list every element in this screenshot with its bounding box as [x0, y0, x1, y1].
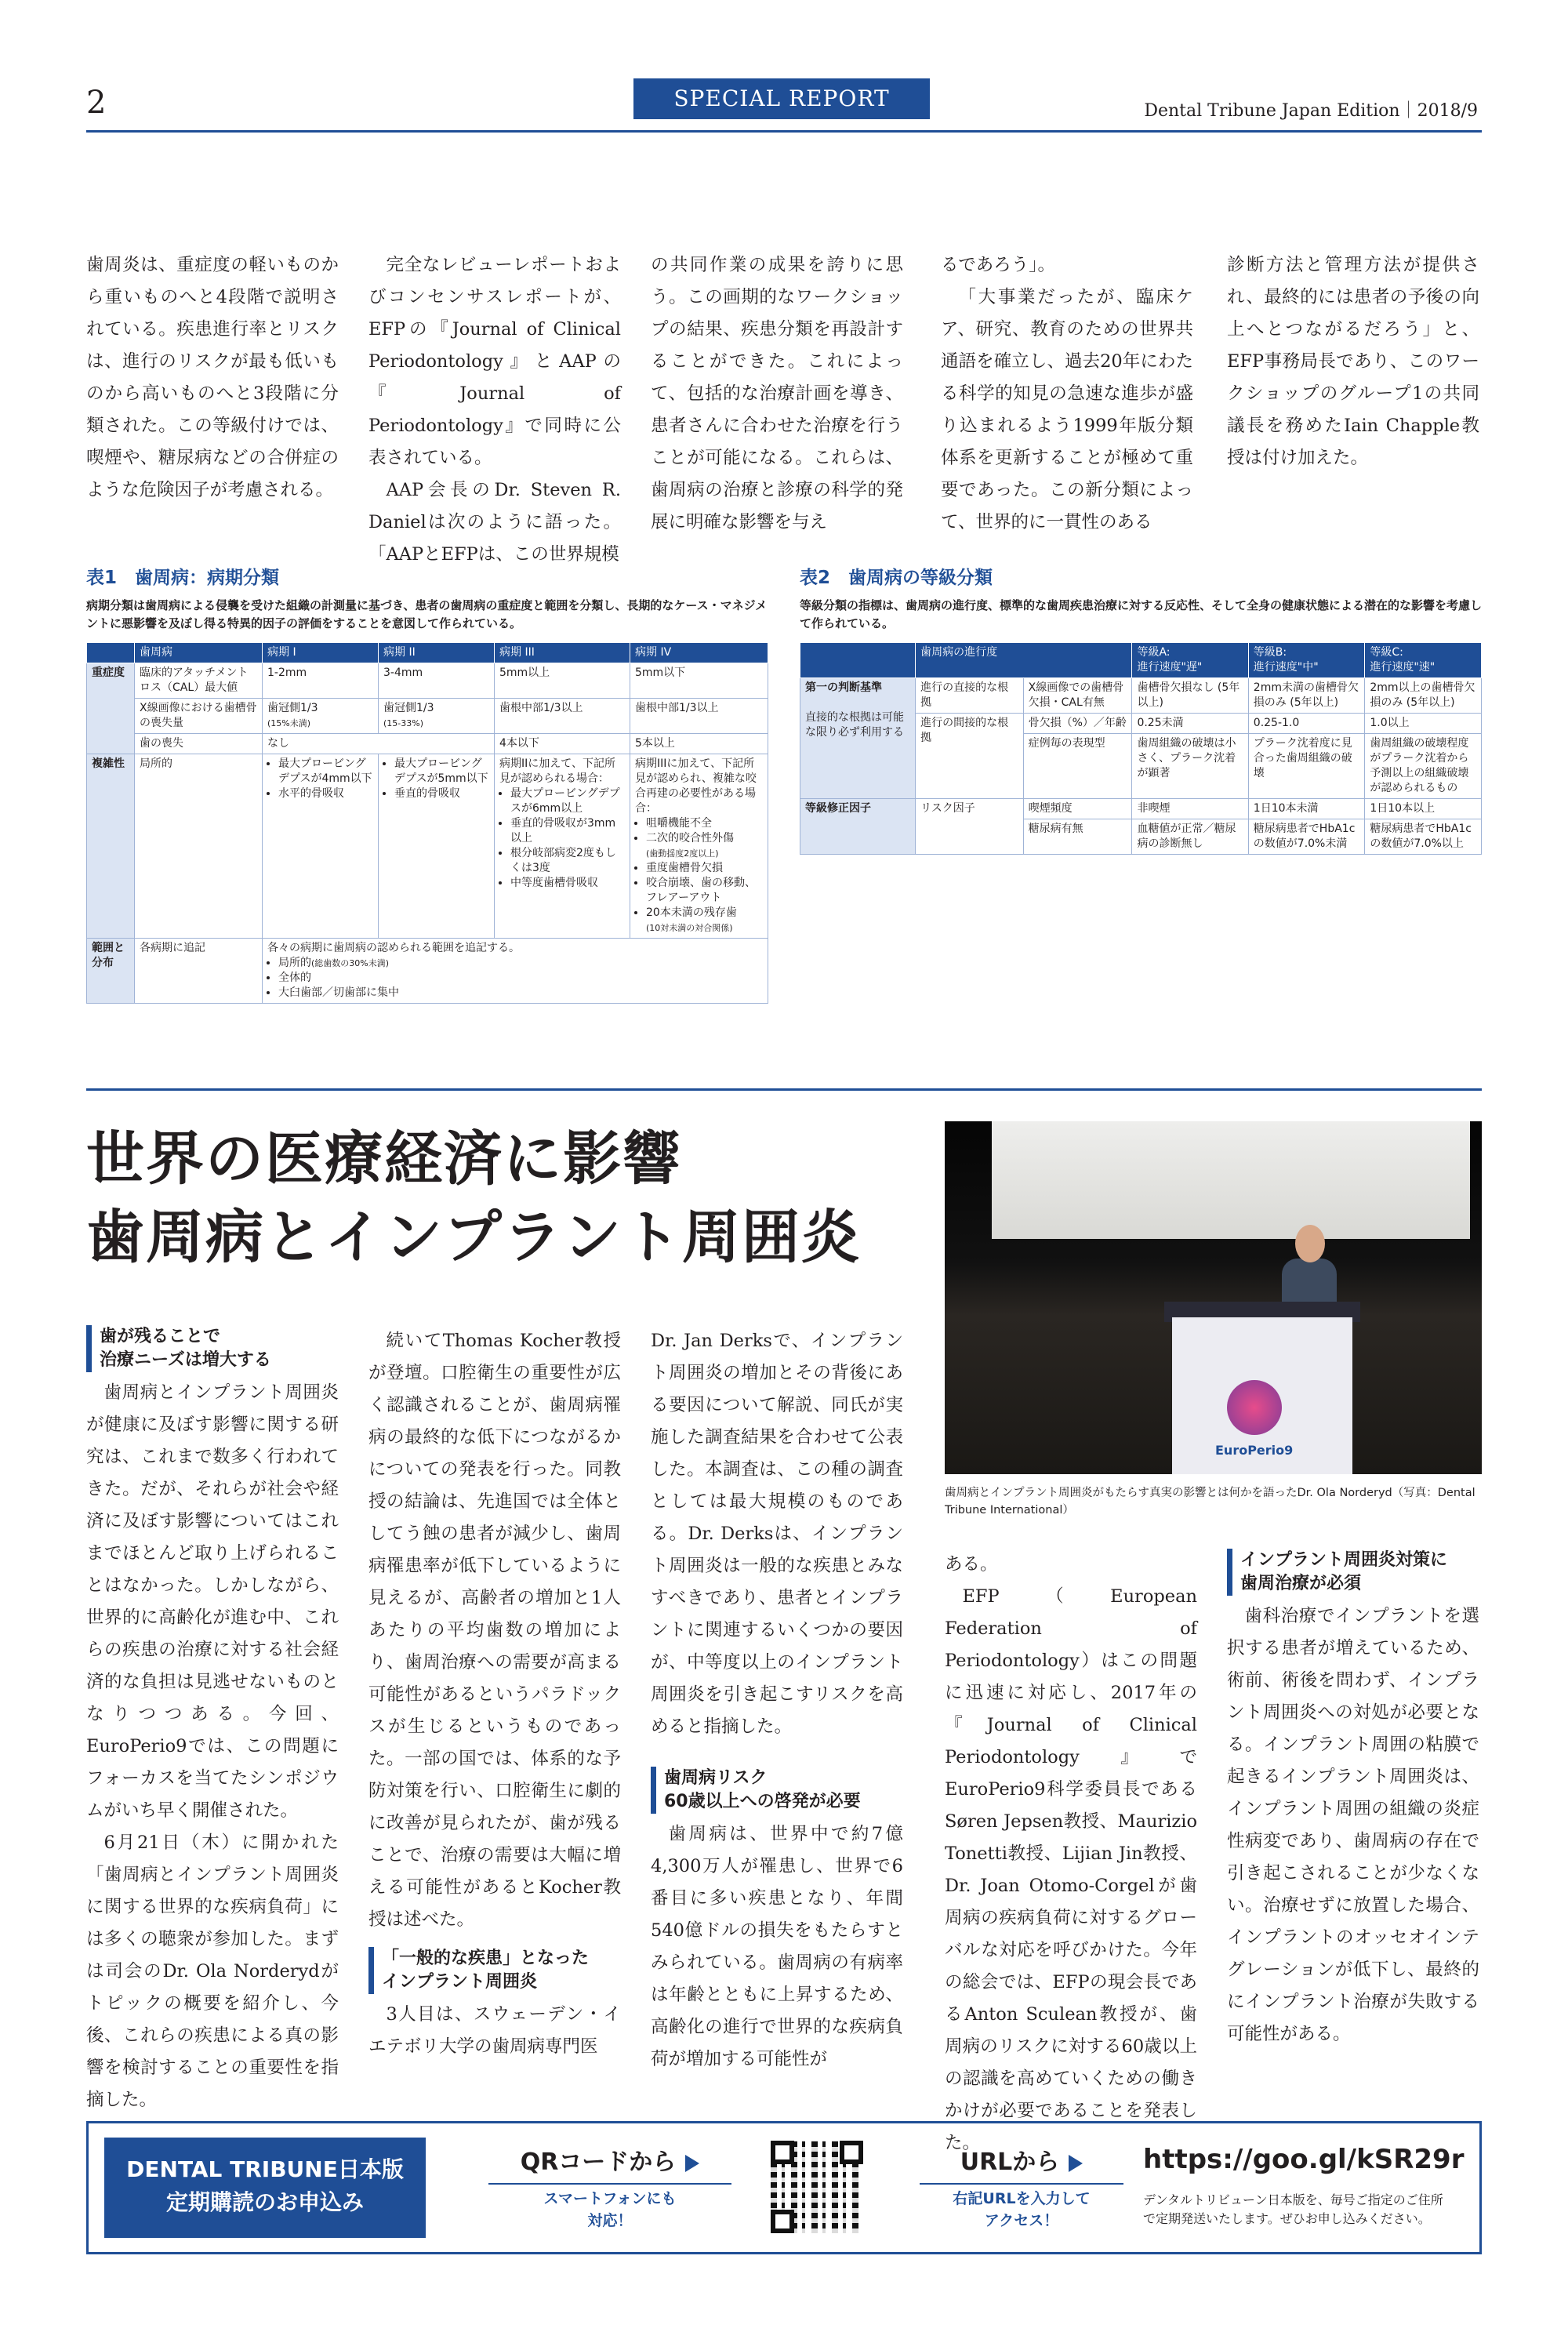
table-row: 歯の喪失 なし 4本以下 5本以上: [87, 734, 768, 754]
article-column-3: [651, 1325, 903, 2076]
arrow-right-icon: [1069, 2155, 1083, 2172]
paragraph: 3人目は、スウェーデン・イエテボリ大学の歯周病専門医: [368, 2004, 621, 2057]
paragraph: 歯周病とインプラント周囲炎が健康に及ぼす影響に関する研究は、これまで数多く行われてきた。だが、それらが社会や経済に及ぼす影響についてはこれまでほとんど取り上げられることはなかった。しかしながら、世界的に高齢化が進む中、これらの疾患の治療に対する社会経済的な負担は見逃せないものとなりつつある。今回、EuroPerio9では、この問題にフォーカスを当てたシンポジウムがいち早く開催された。: [86, 1382, 339, 1821]
table-header-row: 歯周病の進行度 等級A: 進行速度"遅" 等級B: 進行速度"中" 等級C: 進行速度"速": [800, 643, 1482, 678]
top-column-4: [941, 249, 1193, 539]
qr-code-icon[interactable]: [771, 2141, 863, 2233]
table-row: 重症度 臨床的アタッチメントロス（CAL）最大値 1-2mm 3-4mm 5mm以上 5mm以下: [87, 663, 768, 699]
table1-block: [86, 563, 768, 1004]
subheading: 「一般的な疾患」となった インプラント周囲炎: [368, 1947, 621, 1994]
table-row: X線画像における歯槽骨の喪失量 歯冠側1/3 (15%未満) 歯冠側1/3 (15-33%) 歯根中部1/3以上 歯根中部1/3以上: [87, 699, 768, 734]
table2-description: 等級分類の指標は、歯周病の進行度、標準的な歯周疾患治療に対する反応性、そして全身の健康状態による潜在的な影響を考慮して作られている。: [800, 598, 1483, 630]
top-column-2: [368, 249, 621, 571]
paragraph: 歯科治療でインプラントを選択する患者が増えているため、術前、術後を問わず、インプラント周囲炎への対処が必要となる。インプラント周囲の粘膜で起きるインプラント周囲炎は、インプラント周囲の組織の炎症性病変であり、歯周病の存在で引き起こされることが少なくない。治療せずに放置した場合、インプラントのオッセオインテグレーションが低下し、最終的にインプラント治療が失敗する可能性がある。: [1227, 1606, 1479, 2044]
speaker-head: [1295, 1225, 1325, 1262]
projection-screen: [992, 1121, 1470, 1239]
photo-brand: EuroPerio9: [1215, 1443, 1294, 1458]
paragraph: 歯周病は、世界中で約7億4,300万人が罹患し、世界で6番目に多い疾患となり、年間540億ドルの損失をもたらすとみられている。歯周病の有病率は年齢とともに上昇するため、高齢化の進行で世界的な疾病負荷が増加する可能性が: [651, 1824, 903, 2069]
paragraph: AAP会長のDr. Steven R. Danielは次のように語った。「AAPとEFPは、この世界規模: [368, 480, 621, 565]
article-column-5: [1227, 1549, 1479, 2050]
subheading: 歯周病リスク 60歳以上への啓発が必要: [651, 1767, 903, 1814]
article-column-4: [945, 1549, 1197, 2159]
subheading: インプラント周囲炎対策に 歯周治療が必須: [1227, 1549, 1479, 1596]
qr-section: QRコードから スマートフォンにも 対応！: [488, 2142, 731, 2232]
paragraph: 続いてThomas Kocher教授が登壇。口腔衛生の重要性が広く認識されることが、歯周病罹病の最終的な低下につながるかについての発表を行った。同教授の結論は、先進国では全体としてう蝕の患者が減少し、歯周病罹患率が低下しているように見えるが、高齢者の増加と1人あたりの平均歯数の増加により、歯周治療への需要が高まる可能性があるというパラドックスが生じるというものであった。一部の国では、体系的な予防対策を行い、口腔衛生に劇的に改善が見られたが、歯が残ることで、治療の需要は大幅に増える可能性があるとKocher教授は述べた。: [368, 1331, 621, 1930]
top-column-1: [86, 249, 339, 507]
table2: [800, 642, 1482, 855]
table-row: 複雑性 局所的 • 最大プロービングデプスが4mm以下 • 水平的骨吸収 • 最大プロービングデプスが5mm以下 • 垂直的骨吸収 病期IIに加えて、下記所見が認められる場合： • 最大プロービングデプスが6mm以上 • 垂直的骨吸収が3mm以上 • 根分岐部病変2度もしくは3度 • 中等度歯槽骨吸収 病期IIIに加えて、下記所見が認められ、複雑な咬合再建の必要性がある場合： • 咀嚼機能不全 • 二次的咬合性外傷 (歯動揺度2度以上) • 重度歯槽骨欠損 • 咬合崩壊、歯の移動、フレアーアウト • 20本未満の残存歯 (10対未満の対合関係): [87, 754, 768, 939]
table1-title: 表1 歯周病：病期分類: [86, 568, 280, 588]
table-row: 等級修正因子 リスク因子 喫煙頻度 非喫煙 1日10本未満 1日10本以上: [800, 799, 1482, 819]
article-column-2: [368, 1325, 621, 2063]
subscription-note: デンタルトリビューン日本版を、毎号ご指定のご住所 で定期発送いたします。ぜひお申し込みください。: [1143, 2192, 1443, 2226]
top-column-5: [1227, 249, 1479, 474]
arrow-right-icon: [685, 2155, 699, 2172]
section-tag: SPECIAL REPORT: [633, 78, 930, 119]
paragraph: るであろう」。: [941, 255, 1056, 275]
section-rule: [86, 1088, 1482, 1091]
paragraph: の共同作業の成果を誇りに思う。この画期的なワークショップの結果、疾患分類を再設計することができた。これによって、包括的な治療計画を導き、患者さんに合わせた治療を行うことが可能になる。これらは、歯周病の治療と診療の科学的発展に明確な影響を与え: [651, 255, 903, 532]
table-row: 第一の判断基準 直接的な根拠は可能な限り必ず利用する 進行の直接的な根拠 X線画像での歯槽骨欠損・CAL有無 歯槽骨欠損なし (5年以上) 2mm未満の歯槽骨欠損のみ (5年以上) 2mm以上の歯槽骨欠損のみ (5年以上): [800, 678, 1482, 714]
article-headline: 世界の医療経済に影響 歯周病とインプラント周囲炎: [86, 1125, 861, 1271]
paragraph: EFP（European Federation of Periodontology）はこの問題に迅速に対応し、2017年の『Journal of Clinical Periodontology』でEuroPerio9科学委員長であるSøren Jepsen教授、Maurizio Tonetti教授、Lijian Jin教授、Dr. Joan Otomo-Corgelが歯周病の疾病負荷に対するグローバルな対応を呼びかけた。今年の総会では、EFPの現会長であるAnton Sculean教授が、歯周病のリスクに対する60歳以上の認識を高めていくための働きかけが必要であることを発表した。: [945, 1586, 1197, 2153]
table-row: 進行の間接的な根拠 骨欠損（%）／年齢 0.25未満 0.25-1.0 1.0以上: [800, 714, 1482, 734]
table1-description: 病期分類は歯周病による侵襲を受けた組織の計測量に基づき、患者の歯周病の重症度と範囲を分類し、長期的なケース・マネジメントに悪影響を及ぼし得る特異的因子の評価をすることを意図して作られている。: [86, 598, 768, 630]
page-number: 2: [86, 85, 107, 121]
subheading: 歯が残ることで 治療ニーズは増大する: [86, 1325, 339, 1372]
subscription-url-link[interactable]: https://goo.gl/kSR29r: [1143, 2144, 1465, 2175]
top-column-3: [651, 249, 903, 539]
photo-caption: 歯周病とインプラント周囲炎がもたらす真実の影響とは何かを語ったDr. Ola Norderyd（写真：Dental Tribune International）: [945, 1487, 1475, 1517]
paragraph: 「大事業だったが、臨床ケア、研究、教育のための世界共通語を確立し、過去20年にわたる科学的知見の急速な進歩が盛り込まれるよう1999年版分類体系を更新することが極めて重要であった。この新分類によって、世界的に一貫性のある: [941, 287, 1193, 532]
paragraph: 6月21日（木）に開かれた「歯周病とインプラント周囲炎に関する世界的な疾病負荷」には多くの聴衆が参加した。まずは司会のDr. Ola Norderydがトピックの概要を紹介し、今後、これらの疾患による真の影響を検討することの重要性を指摘した。: [86, 1833, 339, 2110]
table-row: 糖尿病有無 血糖値が正常／糖尿病の診断無し 糖尿病患者でHbA1cの数値が7.0%未満 糖尿病患者でHbA1cの数値が7.0%以上: [800, 819, 1482, 855]
table2-block: [800, 563, 1482, 855]
edition-label: Dental Tribune Japan Edition｜2018/9: [1144, 101, 1478, 121]
table-header-row: 歯周病 病期 I 病期 II 病期 III 病期 IV: [87, 643, 768, 663]
paragraph: 歯周炎は、重症度の軽いものから重いものへと4段階で説明されている。疾患進行率とリスクは、進行のリスクが最も低いものから高いものへと3段階に分類された。この等級付けでは、喫煙や、糖尿病などの合併症のような危険因子が考慮される。: [86, 255, 339, 500]
table2-title: 表2 歯周病の等級分類: [800, 568, 993, 588]
table-row: 症例毎の表現型 歯周組織の破壊は小さく、プラーク沈着が顕著 プラーク沈着度に見合った歯周組織の破壊 歯周組織の破壊程度がプラーク沈着から予測以上の組織破壊が認められるもの: [800, 734, 1482, 799]
flower-logo-icon: [1227, 1380, 1282, 1435]
url-section: URLから 右記URLを入力して アクセス！: [920, 2142, 1123, 2232]
table-row: 範囲と分布 各病期に追記 各々の病期に歯周病の認められる範囲を追記する。 • 局所的(総歯数の30%未満) • 全体的 • 大臼歯部／切歯部に集中: [87, 939, 768, 1004]
subscription-banner[interactable]: [86, 2121, 1482, 2254]
paragraph: ある。: [945, 1554, 998, 1575]
header-rule: [86, 130, 1482, 133]
paragraph: 完全なレビューレポートおよびコンセンサスレポートが、EFPの『Journal of Clinical Periodontology』とAAPの『Journal of Periodontology』で同時に公表されている。: [368, 255, 621, 468]
subscription-box[interactable]: DENTAL TRIBUNE日本版 定期購読のお申込み: [104, 2138, 426, 2238]
speaker-photo: [945, 1121, 1482, 1474]
article-column-1: [86, 1325, 339, 2116]
paragraph: Dr. Jan Derksで、インプラント周囲炎の増加とその背後にある要因について解説、同氏が実施した調査結果を合わせて公表した。本調査は、この種の調査としては最大規模のものである。Dr. Derksは、インプラント周囲炎は一般的な疾患とみなすべきであり、患者とインプラントに関連するいくつかの要因が、中等度以上のインプラント周囲炎を引き起こすリスクを高めると指摘した。: [651, 1331, 903, 1737]
table1: [86, 642, 768, 1004]
paragraph: 診断方法と管理方法が提供され、最終的には患者の予後の向上へとつながるだろう」と、EFP事務局長であり、このワークショップのグループ1の共同議長を務めたIain Chapple教授は付け加えた。: [1227, 255, 1479, 468]
